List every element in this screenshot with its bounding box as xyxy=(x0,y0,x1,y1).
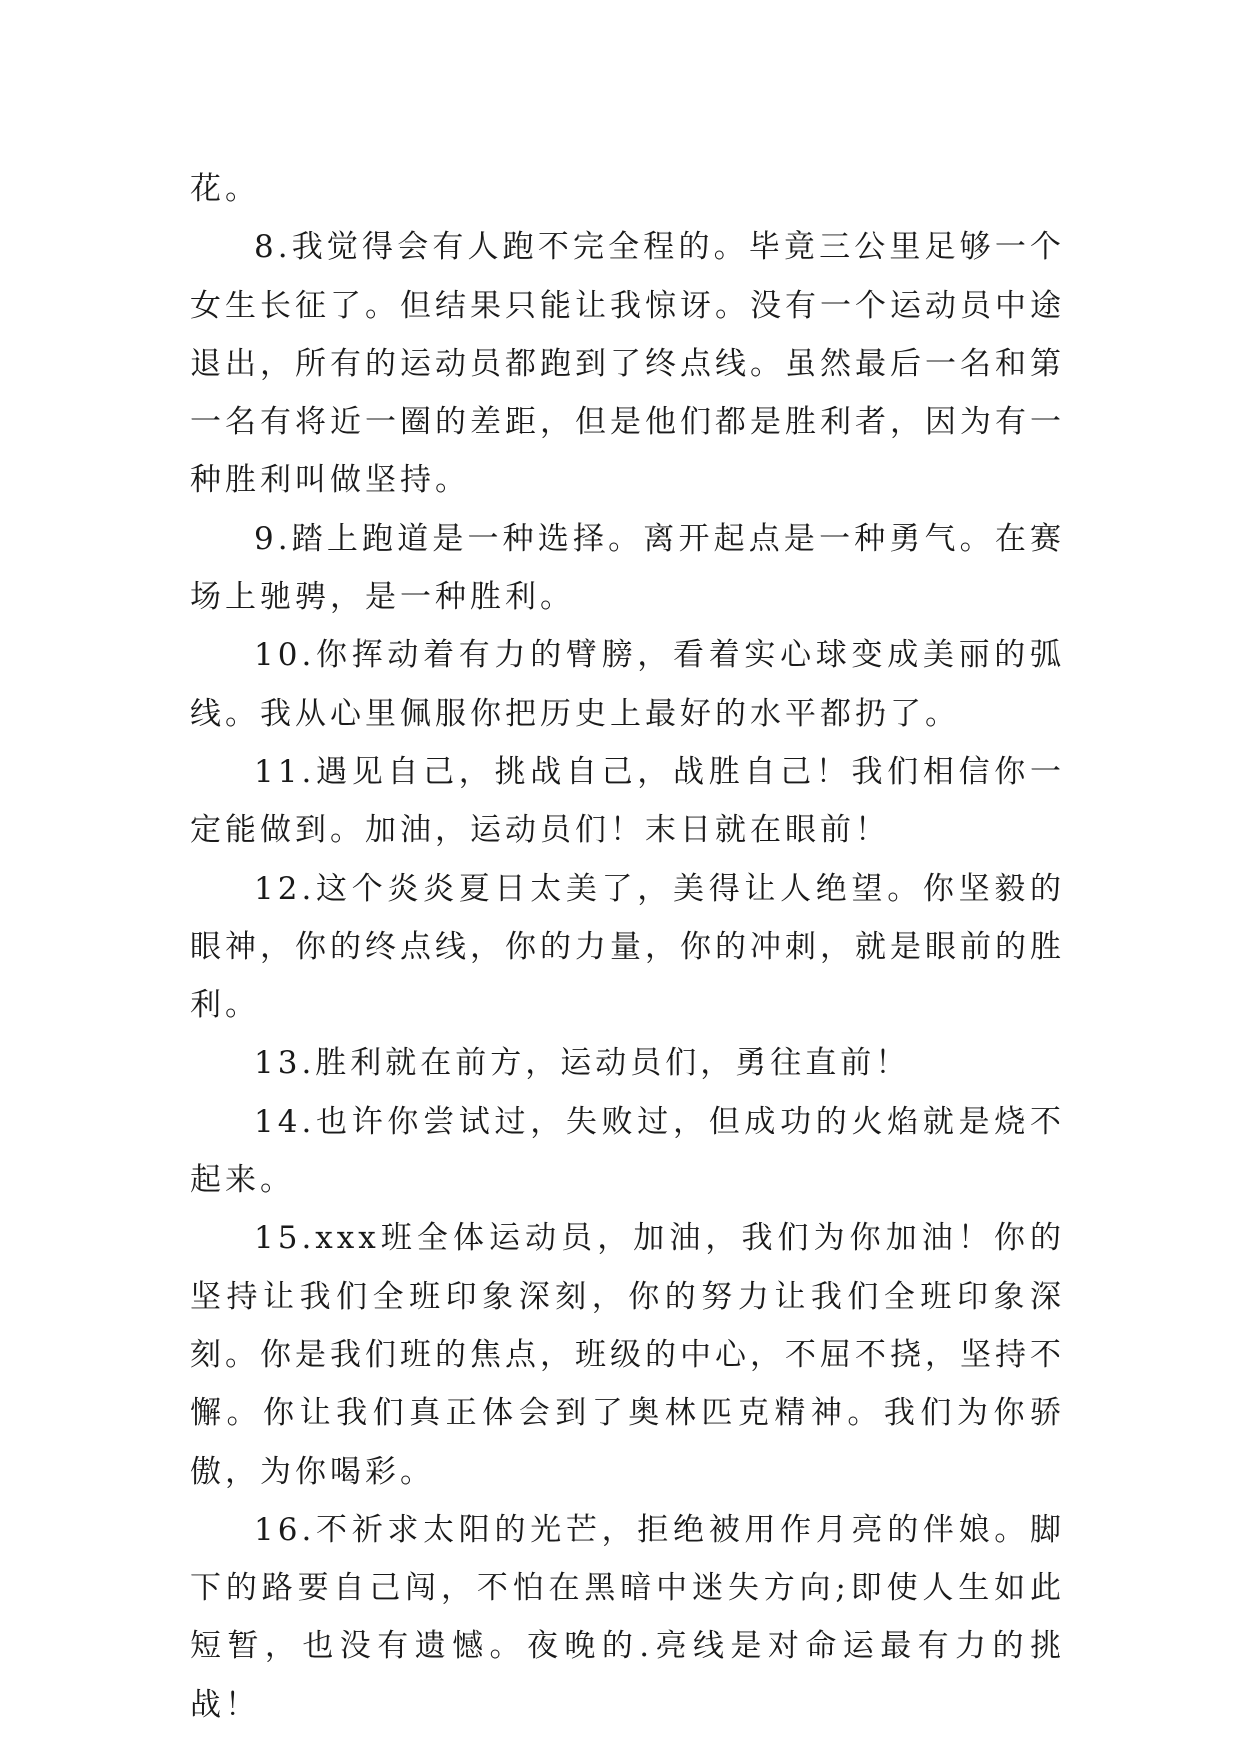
paragraph-item-9: 9.踏上跑道是一种选择。离开起点是一种勇气。在赛场上驰骋，是一种胜利。 xyxy=(190,520,1065,616)
paragraph-item-10: 10.你挥动着有力的臂膀，看着实心球变成美丽的弧线。我从心里佩服你把历史上最好的水平都扔了。 xyxy=(190,637,1065,732)
paragraph-item-13: 13.胜利就在前方，运动员们，勇往直前！ xyxy=(254,1045,911,1082)
paragraph-continuation: 花。 xyxy=(190,171,260,207)
paragraph-item-8: 8.我觉得会有人跑不完全程的。毕竟三公里足够一个女生长征了。但结果只能让我惊讶。没有一个运动员中途退出，所有的运动员都跑到了终点线。虽然最后一名和第一名有将近一圈的差距，但是他们都是胜利者，因为有一种胜利叫做坚持。 xyxy=(190,229,1065,499)
paragraph-item-11: 11.遇见自己，挑战自己，战胜自己！我们相信你一定能做到。加油，运动员们！末日就在眼前！ xyxy=(190,753,1065,849)
document-body xyxy=(190,160,1065,1734)
paragraph-item-14: 14.也许你尝试过，失败过，但成功的火焰就是烧不起来。 xyxy=(190,1103,1065,1199)
paragraph-item-16: 16.不祈求太阳的光芒，拒绝被用作月亮的伴娘。脚下的路要自己闯，不怕在黑暗中迷失方向;即使人生如此短暂，也没有遗憾。夜晚的.亮线是对命运最有力的挑战！ xyxy=(190,1511,1065,1723)
paragraph-item-12: 12.这个炎炎夏日太美了，美得让人绝望。你坚毅的眼神，你的终点线，你的力量，你的冲刺，就是眼前的胜利。 xyxy=(190,870,1065,1024)
paragraph-item-15: 15.xxx班全体运动员，加油，我们为你加油！你的坚持让我们全班印象深刻，你的努力让我们全班印象深刻。你是我们班的焦点，班级的中心，不屈不挠，坚持不懈。你让我们真正体会到了奥林匹克精神。我们为你骄傲，为你喝彩。 xyxy=(190,1220,1065,1490)
